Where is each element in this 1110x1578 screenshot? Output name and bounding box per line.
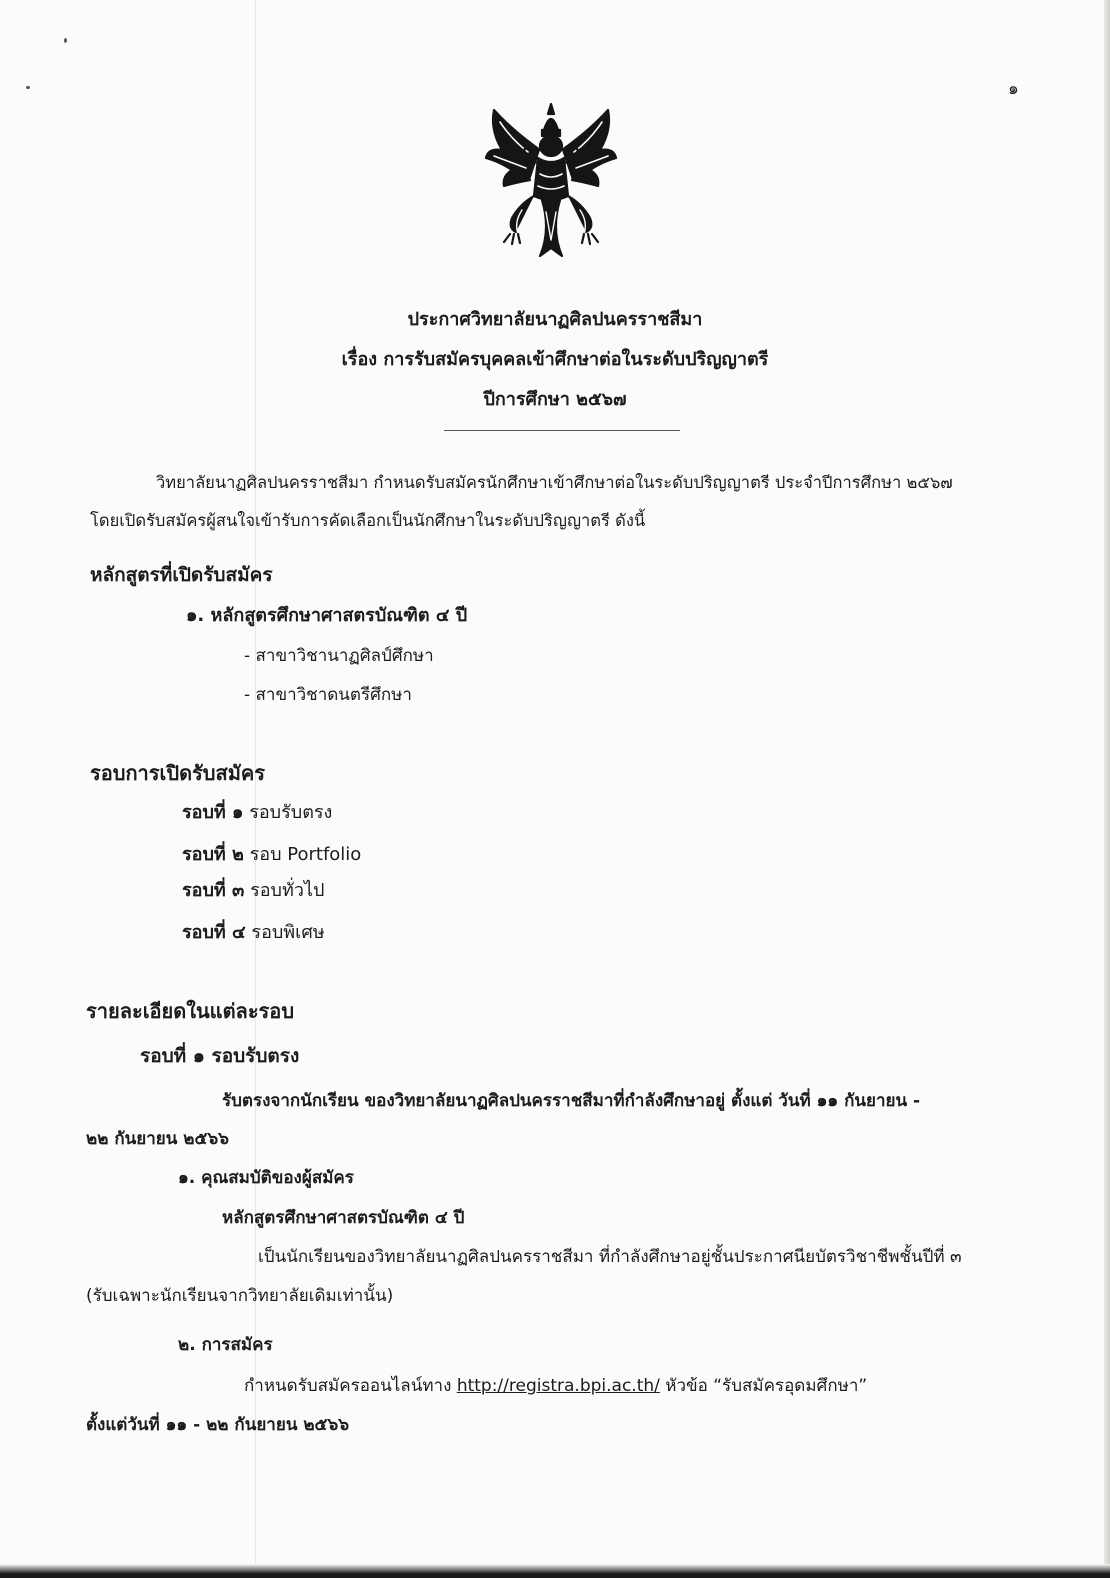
round-item xyxy=(182,922,325,944)
details-title: รายละเอียดในแต่ละรอบ xyxy=(86,999,295,1023)
round-item xyxy=(182,844,361,866)
program-item: ๑. หลักสูตรศึกษาศาสตรบัณฑิต ๔ ปี xyxy=(186,605,468,626)
round-item xyxy=(182,802,332,824)
round-name: รอบทั่วไป xyxy=(250,880,325,901)
announcement-title: ประกาศวิทยาลัยนาฏศิลปนครราชสีมา xyxy=(407,309,703,330)
heading-divider xyxy=(444,430,680,431)
qualification-title: ๑. คุณสมบัติของผู้สมัคร xyxy=(178,1168,354,1188)
round-label: รอบที่ ๑ xyxy=(182,802,244,823)
announcement-subject: เรื่อง การรับสมัครบุคคลเข้าศึกษาต่อในระดับปริญญาตรี xyxy=(341,349,769,370)
scan-speck xyxy=(26,86,30,89)
major-item: - สาขาวิชานาฏศิลป์ศึกษา xyxy=(244,646,434,666)
application-suffix: หัวข้อ “รับสมัครอุดมศึกษา” xyxy=(665,1376,868,1396)
round-label: รอบที่ ๔ xyxy=(182,922,246,943)
programs-title: หลักสูตรที่เปิดรับสมัคร xyxy=(90,564,273,586)
qualification-program: หลักสูตรศึกษาศาสตรบัณฑิต ๔ ปี xyxy=(222,1208,465,1228)
scan-speck xyxy=(64,38,67,43)
academic-year: ปีการศึกษา ๒๕๖๗ xyxy=(483,389,627,410)
application-prefix: กำหนดรับสมัครออนไลน์ทาง xyxy=(244,1376,452,1396)
scan-edge-bottom xyxy=(0,1564,1110,1578)
application-title: ๒. การสมัคร xyxy=(178,1335,273,1355)
registration-link[interactable]: http://registra.bpi.ac.th/ xyxy=(456,1376,660,1396)
application-line-1 xyxy=(244,1375,867,1397)
scan-edge-right xyxy=(1104,0,1110,1578)
round-label: รอบที่ ๒ xyxy=(182,844,244,865)
round1-desc-line-1: รับตรงจากนักเรียน ของวิทยาลัยนาฏศิลปนครราชสีมาที่กำลังศึกษาอยู่ ตั้งแต่ วันที่ ๑๑ กันยายน - xyxy=(222,1091,921,1111)
round-name: รอบพิเศษ xyxy=(251,922,325,943)
round1-desc-line-2: ๒๒ กันยายน ๒๕๖๖ xyxy=(86,1129,229,1149)
round-item xyxy=(182,880,324,902)
intro-line-2: โดยเปิดรับสมัครผู้สนใจเข้ารับการคัดเลือกเป็นนักศึกษาในระดับปริญญาตรี ดังนี้ xyxy=(90,511,646,530)
round-name: รอบ Portfolio xyxy=(249,844,362,865)
major-item: - สาขาวิชาดนตรีศึกษา xyxy=(244,685,412,705)
round1-title: รอบที่ ๑ รอบรับตรง xyxy=(140,1045,300,1067)
garuda-emblem-icon xyxy=(482,100,620,270)
round-label: รอบที่ ๓ xyxy=(182,880,245,901)
rounds-title: รอบการเปิดรับสมัคร xyxy=(90,761,265,785)
qualification-text-line-1: เป็นนักเรียนของวิทยาลัยนาฏศิลปนครราชสีมา ที่กำลังศึกษาอยู่ชั้นประกาศนียบัตรวิชาชีพชั้นปีที่ ๓ xyxy=(258,1247,962,1267)
qualification-text-line-2: (รับเฉพาะนักเรียนจากวิทยาลัยเดิมเท่านั้น) xyxy=(86,1286,394,1306)
intro-line-1: วิทยาลัยนาฏศิลปนครราชสีมา กำหนดรับสมัครนักศึกษาเข้าศึกษาต่อในระดับปริญญาตรี ประจำปีการศึกษา ๒๕๖๗ xyxy=(156,473,953,492)
application-line-2: ตั้งแต่วันที่ ๑๑ - ๒๒ กันยายน ๒๕๖๖ xyxy=(86,1415,350,1435)
round-name: รอบรับตรง xyxy=(249,802,333,823)
page-number: ๑ xyxy=(1008,79,1019,99)
